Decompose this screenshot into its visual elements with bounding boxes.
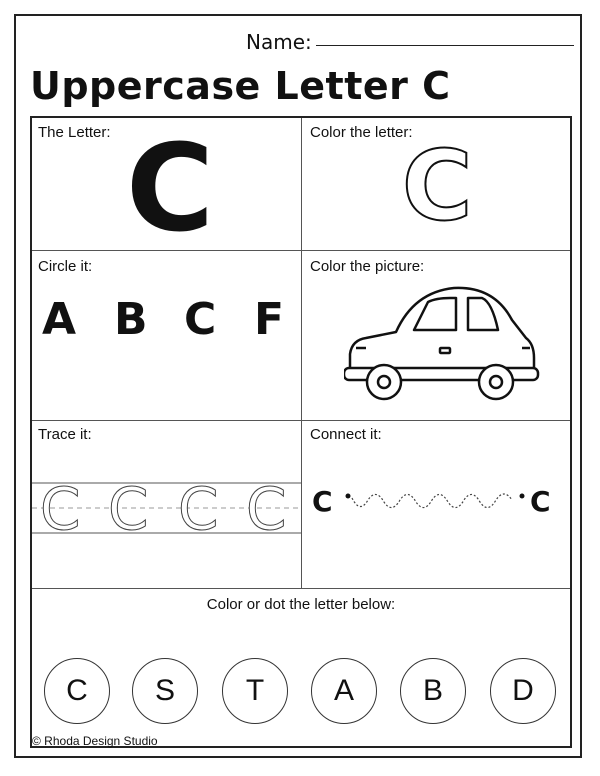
circle-it-label: Circle it:	[38, 258, 93, 275]
trace-letter[interactable]: C	[246, 475, 287, 543]
color-letter-label: Color the letter:	[310, 124, 413, 141]
trace-it-label: Trace it:	[38, 426, 92, 443]
connect-dotted-path[interactable]	[342, 488, 528, 518]
big-letter: C	[126, 120, 215, 259]
circle-choice[interactable]: A	[42, 294, 77, 345]
letter-circle[interactable]: D	[490, 658, 556, 724]
name-label: Name:	[246, 30, 312, 54]
page-title: Uppercase Letter C	[30, 64, 451, 108]
letter-circle[interactable]: T	[222, 658, 288, 724]
letter-circle[interactable]: S	[132, 658, 198, 724]
circle-choice[interactable]: B	[114, 294, 148, 345]
name-line	[316, 45, 574, 46]
letter-circle[interactable]: B	[400, 658, 466, 724]
copyright-credit: © Rhoda Design Studio	[32, 734, 158, 748]
circle-choice[interactable]: F	[254, 294, 285, 345]
the-letter-label: The Letter:	[38, 124, 111, 141]
color-picture-label: Color the picture:	[310, 258, 425, 275]
trace-letter[interactable]: C	[108, 475, 149, 543]
grid-divider	[301, 118, 302, 588]
trace-letter[interactable]: C	[178, 475, 219, 543]
circle-choice[interactable]: C	[184, 294, 217, 345]
bottom-instruction: Color or dot the letter below:	[206, 596, 396, 613]
grid-divider	[32, 588, 570, 589]
activity-grid	[30, 116, 572, 748]
connect-it-label: Connect it:	[310, 426, 382, 443]
car-icon[interactable]	[344, 282, 540, 410]
connect-start-letter: C	[312, 485, 333, 518]
letter-circle[interactable]: C	[44, 658, 110, 724]
outline-letter[interactable]: C	[402, 130, 473, 242]
connect-end-letter: C	[530, 485, 551, 518]
trace-letter[interactable]: C	[40, 475, 81, 543]
letter-circle[interactable]: A	[311, 658, 377, 724]
